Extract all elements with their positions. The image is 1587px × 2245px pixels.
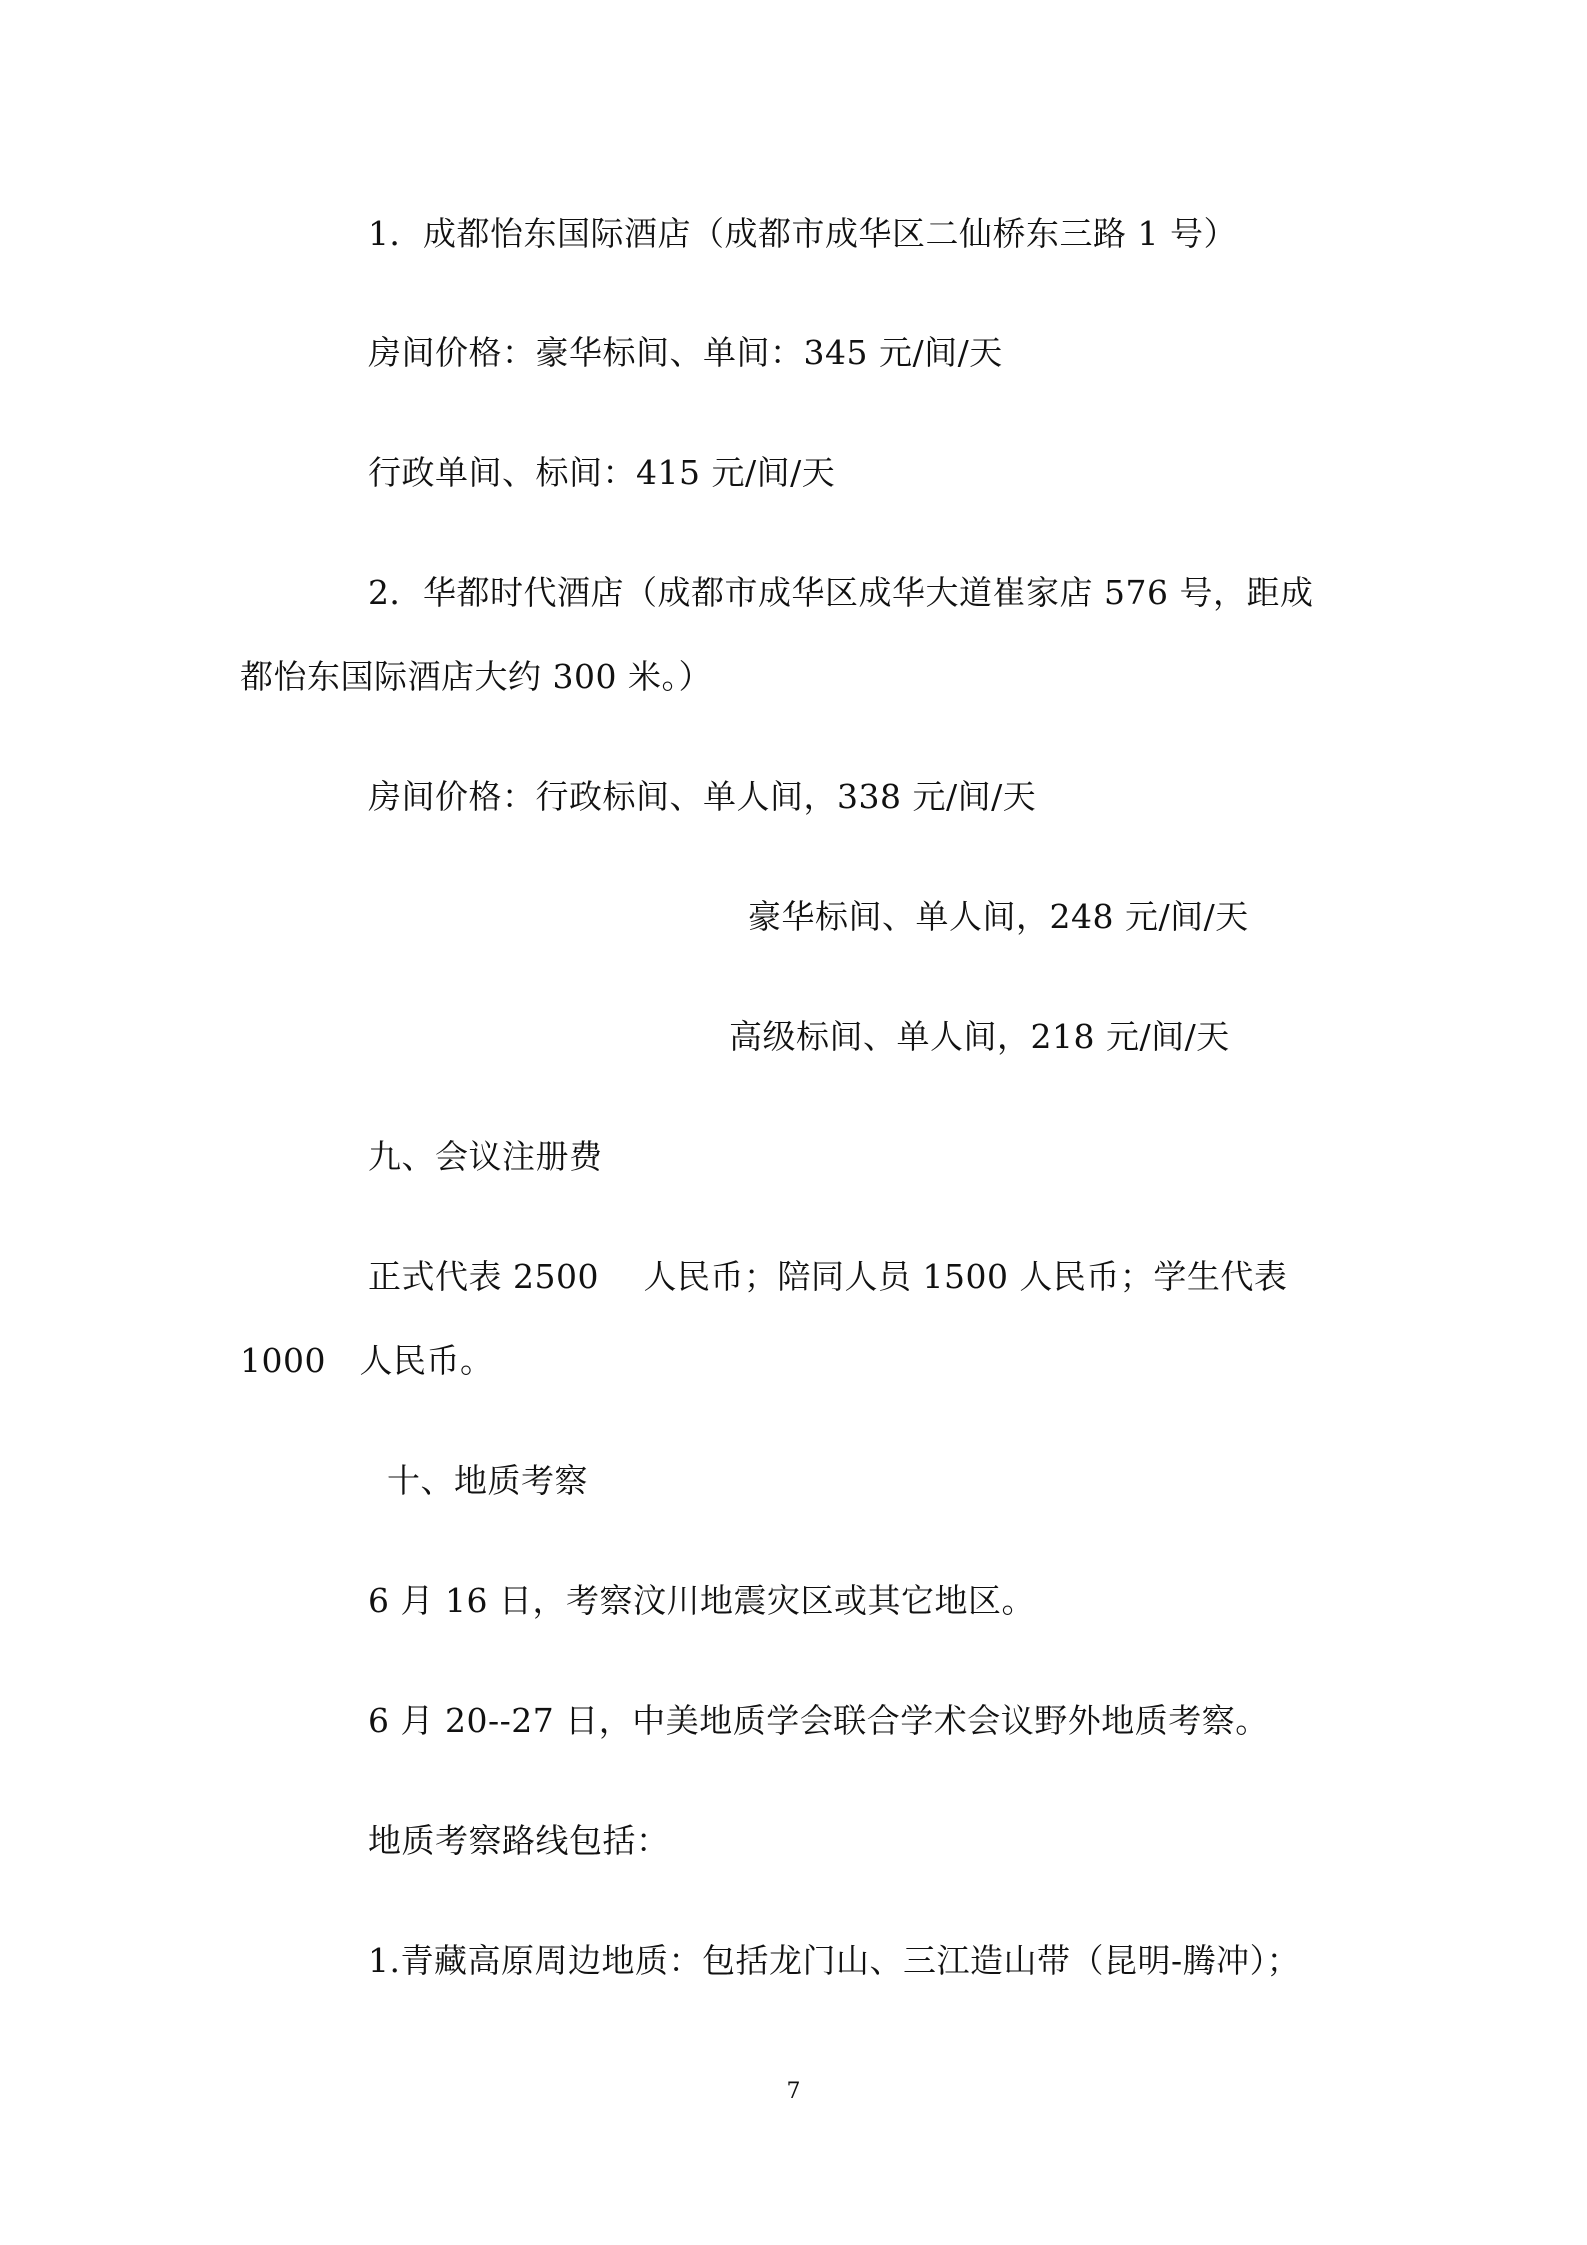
hotel-2-price-deluxe: 豪华标间、单人间，248 元/间/天 (748, 897, 1249, 936)
field-trip-route-1: 1.青藏高原周边地质：包括龙门山、三江造山带（昆明-腾冲）； (368, 1941, 1301, 1980)
field-trip-date-2: 6 月 20--27 日，中美地质学会联合学术会议野外地质考察。 (368, 1701, 1269, 1740)
field-trip-date-1: 6 月 16 日，考察汶川地震灾区或其它地区。 (368, 1581, 1035, 1620)
hotel-2-heading-continued: 都怡东国际酒店大约 300 米。） (240, 657, 712, 696)
page-number: 7 (786, 2079, 801, 2104)
section-registration-fee-heading: 九、会议注册费 (368, 1137, 603, 1176)
hotel-2-price-superior: 高级标间、单人间，218 元/间/天 (729, 1017, 1230, 1056)
field-trip-routes-heading: 地质考察路线包括： (368, 1821, 670, 1860)
hotel-2-price-executive: 房间价格：行政标间、单人间，338 元/间/天 (368, 777, 1037, 816)
hotel-1-price-executive: 行政单间、标间：415 元/间/天 (368, 453, 836, 492)
hotel-2-heading: 2．华都时代酒店（成都市成华区成华大道崔家店 576 号，距成 (368, 573, 1314, 612)
section-field-trip-heading: 十、地质考察 (387, 1461, 588, 1500)
registration-fee-line: 正式代表 2500 人民币；陪同人员 1500 人民币；学生代表 (368, 1257, 1288, 1296)
hotel-1-heading: 1．成都怡东国际酒店（成都市成华区二仙桥东三路 1 号） (368, 214, 1237, 253)
hotel-1-price-deluxe: 房间价格：豪华标间、单间：345 元/间/天 (368, 333, 1003, 372)
registration-fee-line-continued: 1000 人民币。 (240, 1341, 494, 1380)
